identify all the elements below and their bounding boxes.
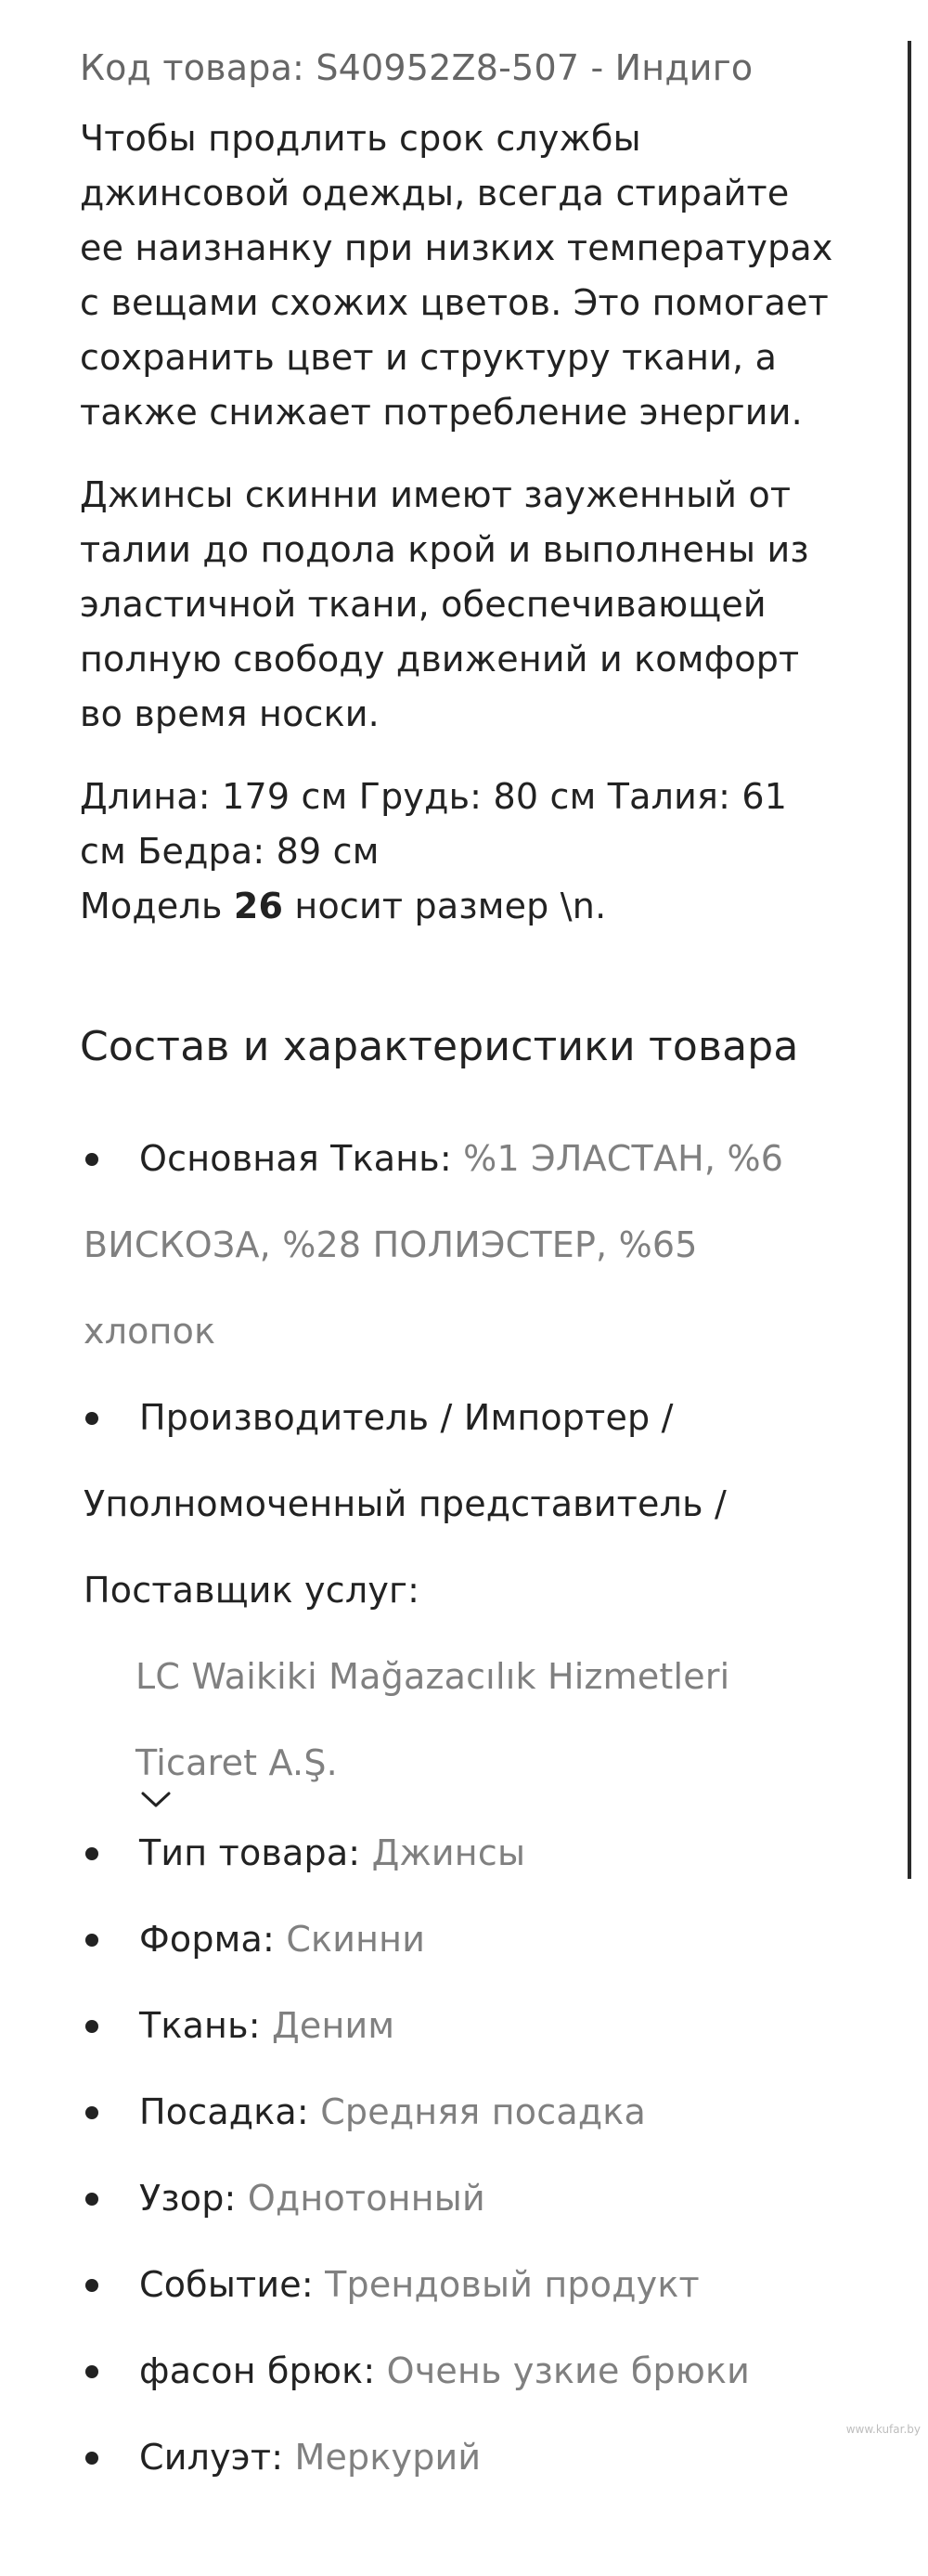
care-instructions: Чтобы продлить срок службы джинсовой одежды, всегда стирайте ее наизнанку при низких температурах с вещами схожих цветов. Это помогает сохранить цвет и структуру ткани, а также снижает потребление энергии.	[80, 118, 833, 433]
product-description	[80, 41, 841, 2501]
attribute-item	[80, 2242, 841, 2328]
product-code: Код товара: S40952Z8-507 - Индиго	[80, 47, 754, 88]
watermark: www.kufar.by	[845, 2423, 921, 2436]
scrollbar[interactable]	[908, 41, 911, 1879]
model-size-line	[80, 879, 841, 934]
bullet-icon	[80, 2069, 108, 2155]
attribute-label: Посадка:	[139, 2091, 309, 2132]
maker-value: LC Waikiki Mağazacılık Hizmetleri	[135, 1656, 730, 1697]
attribute-value: Меркурий	[294, 2437, 482, 2478]
attribute-label: Основная Ткань:	[139, 1138, 452, 1179]
attribute-label: Тип товара:	[139, 1832, 361, 1873]
model-measurements	[80, 770, 841, 934]
attribute-label: Форма:	[139, 1919, 276, 1960]
attribute-label: Силуэт:	[139, 2437, 284, 2478]
attribute-item	[80, 2069, 841, 2155]
maker-label-cont: Уполномоченный представитель /	[84, 1483, 727, 1524]
attribute-value: Скинни	[286, 1919, 426, 1960]
model-suffix: носит размер \n.	[294, 886, 607, 926]
model-prefix: Модель	[80, 886, 223, 926]
bullet-icon	[80, 2155, 108, 2242]
bullet-icon	[80, 1810, 108, 1896]
attribute-item	[80, 2414, 841, 2501]
attribute-fabric	[80, 1116, 841, 1202]
attribute-item	[80, 1810, 841, 1896]
chevron-down-icon[interactable]	[137, 1790, 174, 1810]
attribute-list	[80, 1116, 841, 2501]
maker-value: Ticaret A.Ş.	[135, 1742, 338, 1783]
attribute-label: Событие:	[139, 2264, 314, 2305]
attribute-label: фасон брюк:	[139, 2350, 376, 2391]
attribute-label: Производитель / Импортер /	[139, 1397, 674, 1438]
composition-title: Состав и характеристики товара	[80, 1023, 799, 1070]
attribute-item	[80, 2328, 841, 2414]
attribute-maker[interactable]	[80, 1375, 841, 1461]
measurements-text: Длина: 179 см Грудь: 80 см Талия: 61 см Бедра: 89 см	[80, 776, 788, 872]
attribute-value: Джинсы	[371, 1832, 526, 1873]
maker-label-cont: Поставщик услуг:	[84, 1570, 420, 1611]
bullet-icon	[80, 2242, 108, 2328]
bullet-icon	[80, 1375, 108, 1461]
attribute-item	[80, 2155, 841, 2242]
bullet-icon	[80, 2414, 108, 2501]
attribute-value: Однотонный	[247, 2178, 485, 2219]
attribute-label: Узор:	[139, 2178, 237, 2219]
fit-description: Джинсы скинни имеют зауженный от талии до подола крой и выполнены из эластичной ткани, обеспечивающей полную свободу движений и комфорт во время носки.	[80, 474, 809, 734]
attribute-value: Деним	[271, 2005, 395, 2046]
fabric-value-cont: хлопок	[84, 1311, 216, 1352]
model-size: 26	[233, 886, 284, 926]
bullet-icon	[80, 2328, 108, 2414]
bullet-icon	[80, 1896, 108, 1983]
attribute-value: Средняя посадка	[320, 2091, 646, 2132]
attribute-item	[80, 1896, 841, 1983]
fabric-value-cont: ВИСКОЗА, %28 ПОЛИЭСТЕР, %65	[84, 1224, 698, 1265]
attribute-value: %1 ЭЛАСТАН, %6	[463, 1138, 784, 1179]
attribute-label: Ткань:	[139, 2005, 261, 2046]
attribute-item	[80, 1983, 841, 2069]
bullet-icon	[80, 1116, 108, 1202]
attribute-value: Трендовый продукт	[325, 2264, 700, 2305]
bullet-icon	[80, 1983, 108, 2069]
attribute-value: Очень узкие брюки	[386, 2350, 751, 2391]
